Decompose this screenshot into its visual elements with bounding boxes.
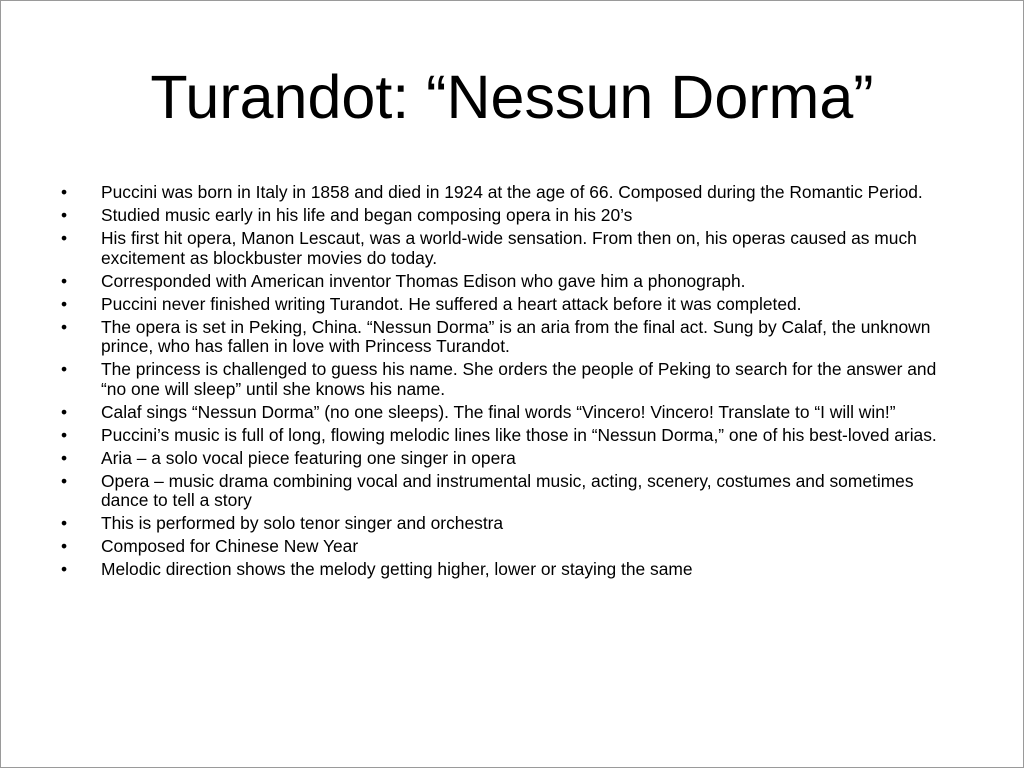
bullet-text: Aria – a solo vocal piece featuring one singer in opera xyxy=(101,447,516,468)
bullet-item xyxy=(59,360,964,399)
bullet-marker: • xyxy=(61,270,68,291)
bullet-item xyxy=(59,206,964,226)
bullet-marker: • xyxy=(61,316,68,337)
bullet-item xyxy=(59,472,964,511)
bullet-text: Opera – music drama combining vocal and instrumental music, acting, scenery, costumes and sometimes dance to tell a story xyxy=(101,470,914,510)
bullet-text: Puccini never finished writing Turandot. He suffered a heart attack before it was completed. xyxy=(101,293,802,314)
bullet-item xyxy=(59,272,964,292)
bullet-list xyxy=(59,183,964,583)
bullet-text: Studied music early in his life and began composing opera in his 20’s xyxy=(101,205,633,225)
bullet-text: Calaf sings “Nessun Dorma” (no one sleeps). The final words “Vincero! Vincero! Translate to “I will win!” xyxy=(101,401,896,422)
bullet-marker: • xyxy=(61,228,68,248)
bullet-marker: • xyxy=(61,293,68,314)
bullet-item xyxy=(59,514,964,534)
bullet-marker: • xyxy=(61,182,68,202)
slide-title: Turandot: “Nessun Dorma” xyxy=(150,63,874,131)
bullet-item xyxy=(59,449,964,469)
bullet-marker: • xyxy=(61,513,68,533)
bullet-item xyxy=(59,229,964,268)
bullet-marker: • xyxy=(61,359,68,379)
bullet-text: The opera is set in Peking, China. “Nessun Dorma” is an aria from the final act. Sung by Calaf, the unknown prince, who has fallen in love with Princess Turandot. xyxy=(101,316,931,356)
bullet-text: Corresponded with American inventor Thomas Edison who gave him a phonograph. xyxy=(101,270,746,291)
bullet-text: His first hit opera, Manon Lescaut, was a world-wide sensation. From then on, his operas caused as much excitement as blockbuster movies do today. xyxy=(101,228,917,268)
bullet-marker: • xyxy=(61,447,68,468)
bullet-text: Composed for Chinese New Year xyxy=(101,536,359,556)
bullet-text: The princess is challenged to guess his name. She orders the people of Peking to search for the answer and “no one will sleep” until she knows his name. xyxy=(101,359,937,399)
bullet-item xyxy=(59,318,964,357)
bullet-item xyxy=(59,426,964,446)
bullet-item xyxy=(59,403,964,423)
bullet-marker: • xyxy=(61,559,68,579)
bullet-text: This is performed by solo tenor singer and orchestra xyxy=(101,513,504,533)
bullet-item xyxy=(59,295,964,315)
bullet-marker: • xyxy=(61,424,68,445)
bullet-marker: • xyxy=(61,470,68,491)
bullet-item xyxy=(59,560,964,580)
bullet-marker: • xyxy=(61,536,68,556)
bullet-item xyxy=(59,537,964,557)
bullet-text: Puccini’s music is full of long, flowing melodic lines like those in “Nessun Dorma,” one of his best-loved arias. xyxy=(101,424,937,445)
bullet-marker: • xyxy=(61,401,68,422)
bullet-text: Melodic direction shows the melody getting higher, lower or staying the same xyxy=(101,559,693,579)
bullet-text: Puccini was born in Italy in 1858 and died in 1924 at the age of 66. Composed during the Romantic Period. xyxy=(101,182,923,202)
bullet-marker: • xyxy=(61,205,68,225)
bullet-item xyxy=(59,183,964,203)
